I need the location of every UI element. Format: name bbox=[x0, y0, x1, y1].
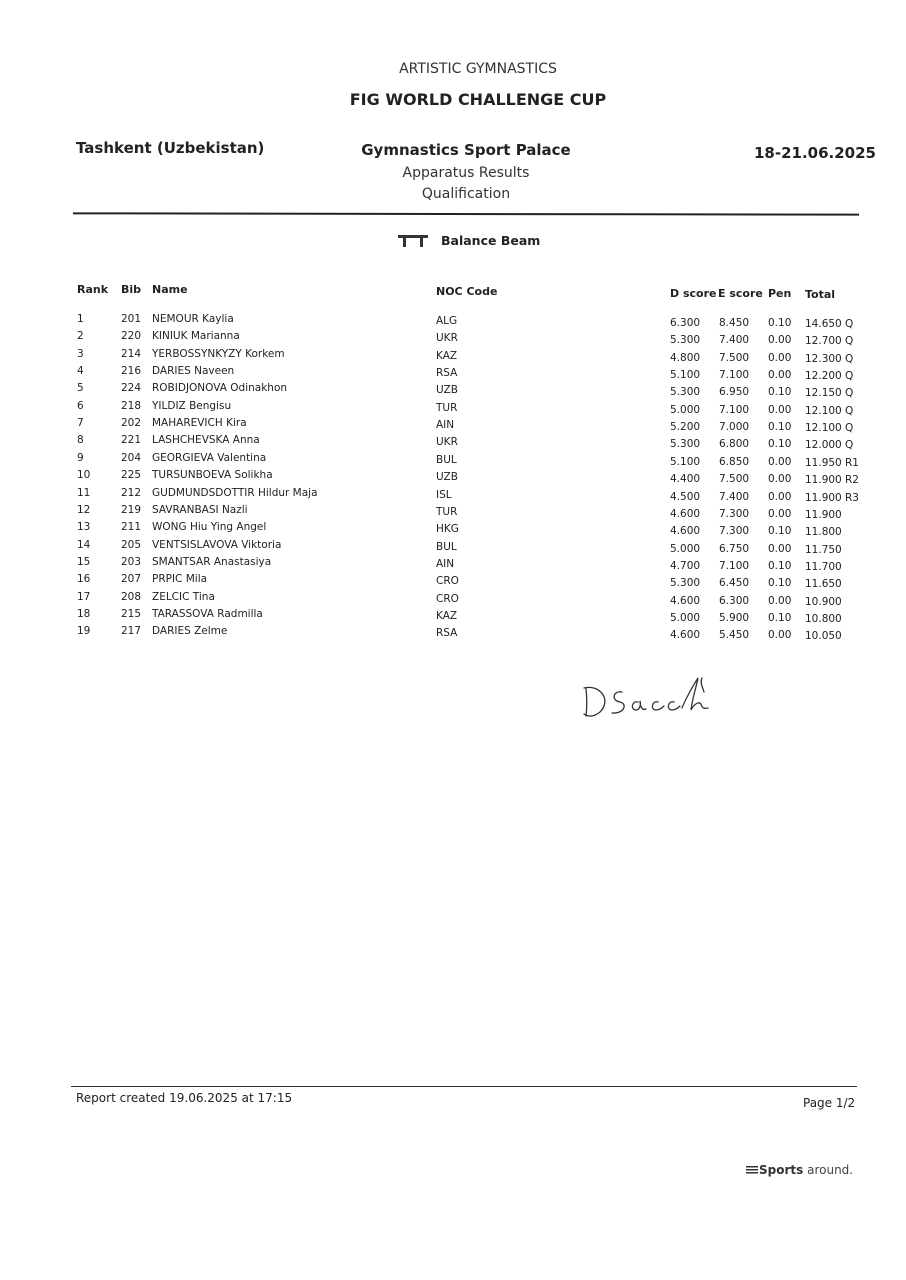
cell-total: 10.900 bbox=[805, 595, 842, 608]
cell-qualification: Q bbox=[845, 335, 854, 348]
cell-rank: 16 bbox=[77, 573, 91, 586]
cell-e-score: 7.500 bbox=[719, 351, 750, 364]
cell-pen: 0.10 bbox=[768, 386, 792, 399]
cell-total: 12.000 bbox=[805, 439, 842, 452]
cell-name: WONG Hiu Ying Angel bbox=[152, 521, 267, 534]
cell-pen: 0.10 bbox=[768, 577, 792, 590]
cell-total: 11.950 bbox=[805, 456, 842, 469]
cell-total: 12.300 bbox=[805, 352, 842, 365]
cell-rank: 9 bbox=[77, 451, 84, 464]
cell-total: 11.900 bbox=[805, 508, 842, 521]
cell-name: TURSUNBOEVA Solikha bbox=[152, 469, 273, 482]
cell-name: LASHCHEVSKA Anna bbox=[152, 434, 260, 447]
cell-total: 12.100 bbox=[805, 422, 842, 435]
cell-e-score: 6.950 bbox=[719, 386, 750, 399]
cell-e-score: 7.000 bbox=[719, 421, 750, 434]
cell-noc: RSA bbox=[436, 367, 458, 380]
cell-pen: 0.00 bbox=[768, 351, 792, 364]
cell-noc: UKR bbox=[436, 332, 458, 345]
cell-bib: 201 bbox=[121, 313, 142, 325]
cell-name: GEORGIEVA Valentina bbox=[152, 451, 267, 464]
col-pen-header: Pen bbox=[768, 287, 792, 300]
menu-lines-icon bbox=[746, 1166, 758, 1175]
cell-noc: BUL bbox=[436, 540, 457, 553]
cell-noc: HKG bbox=[436, 523, 459, 536]
cell-qualification: R1 bbox=[845, 456, 859, 469]
cell-qualification: Q bbox=[845, 404, 854, 417]
cell-name: DARIES Zelme bbox=[152, 625, 228, 638]
cell-total: 14.650 bbox=[805, 318, 842, 330]
cell-name: MAHAREVICH Kira bbox=[152, 417, 247, 430]
cell-name: ZELCIC Tina bbox=[152, 590, 215, 603]
cell-noc: ISL bbox=[436, 488, 452, 501]
cell-pen: 0.00 bbox=[768, 334, 792, 347]
cell-d-score: 4.400 bbox=[670, 473, 701, 486]
cell-bib: 224 bbox=[121, 382, 142, 395]
cell-name: KINIUK Marianna bbox=[152, 330, 240, 343]
cell-rank: 4 bbox=[77, 365, 84, 378]
cell-d-score: 5.000 bbox=[670, 611, 701, 624]
cell-e-score: 6.850 bbox=[719, 455, 750, 468]
cell-noc: AIN bbox=[436, 419, 455, 432]
header-divider bbox=[73, 212, 859, 215]
cell-qualification: Q bbox=[845, 387, 854, 400]
cell-bib: 217 bbox=[121, 625, 142, 638]
cell-noc: TUR bbox=[436, 401, 458, 414]
cell-e-score: 6.450 bbox=[719, 577, 750, 590]
cell-d-score: 4.600 bbox=[670, 525, 701, 538]
cell-e-score: 7.400 bbox=[719, 334, 750, 347]
cell-bib: 225 bbox=[121, 469, 142, 482]
cell-noc: CRO bbox=[436, 592, 459, 605]
venue: Gymnastics Sport Palace bbox=[361, 141, 571, 159]
cell-pen: 0.00 bbox=[768, 403, 792, 416]
cell-noc: ALG bbox=[436, 315, 458, 327]
cell-e-score: 6.800 bbox=[719, 438, 750, 451]
cell-qualification: R3 bbox=[845, 491, 859, 504]
cell-name: NEMOUR Kaylia bbox=[152, 313, 234, 325]
cell-total: 12.100 bbox=[805, 404, 842, 417]
cell-total: 10.050 bbox=[805, 630, 842, 643]
cell-name: TARASSOVA Radmilla bbox=[152, 607, 263, 620]
cell-pen: 0.00 bbox=[768, 542, 792, 555]
col-total-header: Total bbox=[805, 288, 836, 301]
cell-noc: KAZ bbox=[436, 609, 458, 622]
cell-total: 11.900 bbox=[805, 491, 842, 504]
cell-e-score: 7.500 bbox=[719, 473, 750, 486]
cell-e-score: 7.100 bbox=[719, 403, 750, 416]
cell-noc: UZB bbox=[436, 384, 458, 397]
cell-qualification: R2 bbox=[845, 474, 859, 487]
cell-bib: 211 bbox=[121, 521, 142, 534]
cell-rank: 13 bbox=[77, 521, 91, 534]
cell-noc: TUR bbox=[436, 505, 458, 518]
col-bib-header: Bib bbox=[121, 283, 142, 296]
cell-d-score: 5.300 bbox=[670, 438, 701, 451]
cell-qualification: Q bbox=[845, 422, 854, 435]
cell-bib: 208 bbox=[121, 590, 142, 603]
cell-pen: 0.00 bbox=[768, 369, 792, 382]
cell-bib: 221 bbox=[121, 434, 142, 447]
cell-noc: UKR bbox=[436, 436, 458, 449]
cell-rank: 18 bbox=[77, 607, 91, 620]
cell-total: 11.750 bbox=[805, 543, 842, 556]
cell-pen: 0.00 bbox=[768, 473, 792, 486]
col-noc-header: NOC Code bbox=[436, 285, 498, 298]
cell-noc: KAZ bbox=[436, 349, 458, 362]
event-dates: 18-21.06.2025 bbox=[754, 144, 876, 162]
col-e-score-header: E score bbox=[718, 287, 763, 300]
discipline-title: ARTISTIC GYMNASTICS bbox=[399, 61, 557, 77]
brand-logo bbox=[746, 1163, 853, 1177]
cell-e-score: 8.450 bbox=[719, 317, 750, 329]
cell-d-score: 5.300 bbox=[670, 577, 701, 590]
cell-d-score: 4.600 bbox=[670, 507, 701, 520]
cell-e-score: 5.900 bbox=[719, 611, 750, 624]
cell-name: SMANTSAR Anastasiya bbox=[152, 555, 272, 568]
cell-pen: 0.00 bbox=[768, 455, 792, 468]
cell-name: DARIES Naveen bbox=[152, 365, 235, 378]
cell-name: ROBIDJONOVA Odinakhon bbox=[152, 382, 288, 395]
balance-beam-icon bbox=[398, 234, 428, 248]
cell-name: YERBOSSYNKYZY Korkem bbox=[152, 347, 285, 360]
col-d-score-header: D score bbox=[670, 287, 717, 300]
cell-d-score: 4.600 bbox=[670, 629, 701, 642]
cell-d-score: 6.300 bbox=[670, 317, 701, 329]
cell-bib: 205 bbox=[121, 538, 142, 551]
page-number: Page 1/2 bbox=[803, 1096, 856, 1110]
cell-name: SAVRANBASI Nazli bbox=[152, 503, 248, 516]
cell-name: VENTSISLAVOVA Viktoria bbox=[152, 538, 282, 551]
cell-e-score: 5.450 bbox=[719, 629, 750, 642]
cell-bib: 204 bbox=[121, 451, 142, 464]
location: Tashkent (Uzbekistan) bbox=[76, 139, 265, 157]
cell-d-score: 4.600 bbox=[670, 594, 701, 607]
report-created: Report created 19.06.2025 at 17:15 bbox=[76, 1091, 293, 1105]
cell-rank: 12 bbox=[77, 503, 91, 516]
cell-rank: 15 bbox=[77, 555, 91, 568]
apparatus-name: Balance Beam bbox=[441, 233, 541, 248]
cell-bib: 212 bbox=[121, 486, 142, 499]
competition-phase: Qualification bbox=[421, 186, 511, 202]
cell-d-score: 5.300 bbox=[670, 386, 701, 399]
cell-d-score: 5.000 bbox=[670, 403, 701, 416]
brand-light: around. bbox=[803, 1163, 854, 1177]
cell-rank: 19 bbox=[77, 625, 91, 638]
cell-total: 12.150 bbox=[805, 387, 842, 400]
cell-rank: 1 bbox=[77, 313, 84, 325]
cell-d-score: 5.000 bbox=[670, 542, 701, 555]
cell-rank: 7 bbox=[77, 417, 84, 430]
cell-d-score: 5.200 bbox=[670, 421, 701, 434]
cell-total: 12.200 bbox=[805, 370, 842, 383]
cell-rank: 6 bbox=[77, 399, 84, 412]
cell-pen: 0.00 bbox=[768, 490, 792, 503]
cell-bib: 203 bbox=[121, 555, 142, 568]
cell-rank: 8 bbox=[77, 434, 84, 447]
cell-name: PRPIC Mila bbox=[152, 573, 208, 586]
cell-rank: 5 bbox=[77, 382, 84, 395]
cell-rank: 11 bbox=[77, 486, 91, 499]
cell-total: 11.800 bbox=[805, 526, 842, 539]
cell-qualification: Q bbox=[845, 439, 854, 452]
cell-noc: CRO bbox=[436, 575, 459, 588]
cell-noc: AIN bbox=[436, 557, 455, 570]
cell-pen: 0.00 bbox=[768, 594, 792, 607]
cell-bib: 202 bbox=[121, 417, 142, 430]
cell-d-score: 4.800 bbox=[670, 351, 701, 364]
cell-name: YILDIZ Bengisu bbox=[152, 399, 232, 412]
cell-d-score: 4.500 bbox=[670, 490, 701, 503]
cell-total: 10.800 bbox=[805, 612, 842, 625]
cell-bib: 216 bbox=[121, 365, 142, 378]
cell-rank: 3 bbox=[77, 347, 84, 360]
cell-pen: 0.10 bbox=[768, 421, 792, 434]
cell-noc: BUL bbox=[436, 453, 457, 466]
cell-e-score: 7.400 bbox=[719, 490, 750, 503]
cell-e-score: 6.300 bbox=[719, 594, 750, 607]
cell-bib: 219 bbox=[121, 503, 142, 516]
cell-rank: 17 bbox=[77, 590, 91, 603]
cell-total: 11.650 bbox=[805, 578, 842, 591]
cell-pen: 0.10 bbox=[768, 438, 792, 451]
cell-pen: 0.10 bbox=[768, 525, 792, 538]
cell-noc: RSA bbox=[436, 627, 458, 640]
cell-d-score: 5.100 bbox=[670, 455, 701, 468]
cell-pen: 0.00 bbox=[768, 629, 792, 642]
cell-qualification: Q bbox=[845, 370, 854, 383]
cell-qualification: Q bbox=[845, 352, 854, 365]
signature bbox=[578, 668, 728, 723]
cell-e-score: 7.100 bbox=[719, 369, 750, 382]
cell-pen: 0.00 bbox=[768, 507, 792, 520]
cell-name: GUDMUNDSDOTTIR Hildur Maja bbox=[152, 486, 318, 499]
report-type: Apparatus Results bbox=[402, 165, 530, 181]
cell-bib: 218 bbox=[121, 399, 142, 412]
cell-e-score: 6.750 bbox=[719, 542, 750, 555]
cell-pen: 0.10 bbox=[768, 559, 792, 572]
cell-total: 11.900 bbox=[805, 474, 842, 487]
cell-rank: 14 bbox=[77, 538, 91, 551]
cell-bib: 214 bbox=[121, 347, 142, 360]
col-rank-header: Rank bbox=[77, 283, 109, 296]
cell-pen: 0.10 bbox=[768, 317, 792, 329]
cell-total: 11.700 bbox=[805, 560, 842, 573]
cell-bib: 215 bbox=[121, 607, 142, 620]
cell-bib: 207 bbox=[121, 573, 142, 586]
cell-d-score: 4.700 bbox=[670, 559, 701, 572]
cell-rank: 10 bbox=[77, 469, 91, 482]
cell-pen: 0.10 bbox=[768, 611, 792, 624]
cell-total: 12.700 bbox=[805, 335, 842, 348]
cell-bib: 220 bbox=[121, 330, 142, 343]
cell-e-score: 7.100 bbox=[719, 559, 750, 572]
cell-noc: UZB bbox=[436, 471, 458, 484]
col-name-header: Name bbox=[152, 283, 188, 296]
cell-d-score: 5.100 bbox=[670, 369, 701, 382]
cell-e-score: 7.300 bbox=[719, 525, 750, 538]
brand-bold: Sports bbox=[759, 1163, 804, 1177]
cell-d-score: 5.300 bbox=[670, 334, 701, 347]
cell-qualification: Q bbox=[845, 318, 854, 330]
footer-divider bbox=[71, 1086, 857, 1087]
event-title: FIG WORLD CHALLENGE CUP bbox=[349, 90, 607, 109]
cell-e-score: 7.300 bbox=[719, 507, 750, 520]
cell-rank: 2 bbox=[77, 330, 84, 343]
